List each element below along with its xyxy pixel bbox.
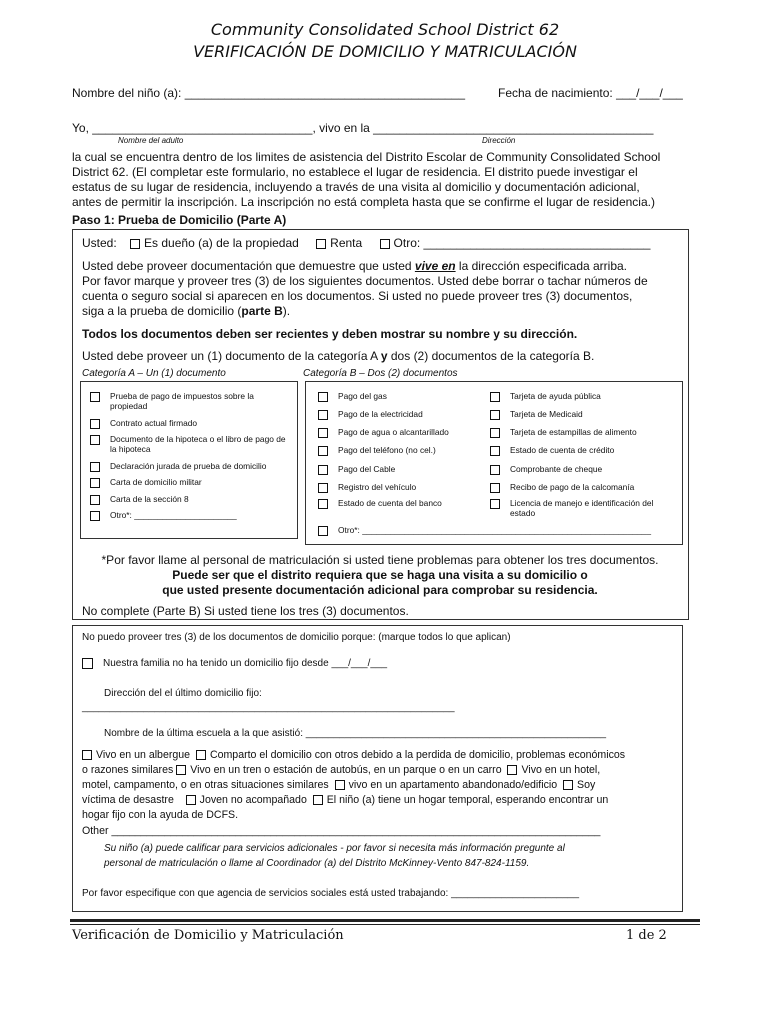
instr-text: cuenta o seguro social si aparecen en los documentos. Si usted no puede proveer tres (3) documentos, bbox=[82, 289, 633, 303]
form-title: VERIFICACIÓN DE DOMICILIO Y MATRICULACIÓN bbox=[193, 42, 577, 61]
cat-b-label: Tarjeta de estampillas de alimento bbox=[510, 427, 637, 437]
cat-b-checkbox[interactable] bbox=[318, 526, 328, 536]
footer-rule-thick bbox=[70, 919, 700, 922]
cat-b-item bbox=[318, 482, 416, 493]
child-name-field[interactable]: Nombre del niño (a): __________________________________________ bbox=[72, 86, 466, 100]
other-tenure-checkbox[interactable] bbox=[380, 239, 390, 249]
owner-checkbox[interactable] bbox=[130, 239, 140, 249]
option-label: Vivo en un hotel, bbox=[521, 764, 601, 776]
step1-heading: Paso 1: Prueba de Domicilio (Parte A) bbox=[72, 213, 287, 227]
cat-b-checkbox[interactable] bbox=[490, 446, 500, 456]
cat-a-item bbox=[90, 391, 290, 411]
req-text: Usted debe proveer un (1) documento de la categoría A bbox=[82, 349, 381, 363]
option-label: o razones similares bbox=[82, 764, 174, 776]
option-label: Soy bbox=[577, 779, 596, 791]
cat-b-checkbox[interactable] bbox=[318, 410, 328, 420]
skip-part-b-note: No complete (Parte B) Si usted tiene los tres (3) documentos. bbox=[82, 604, 409, 618]
no-fixed-home-checkbox[interactable] bbox=[82, 658, 93, 669]
rent-label: Renta bbox=[330, 236, 363, 250]
category-b-label: Categoría B – Dos (2) documentos bbox=[303, 368, 458, 379]
district-title: Community Consolidated School District 62 bbox=[210, 20, 560, 39]
cat-b-checkbox[interactable] bbox=[490, 465, 500, 475]
cat-a-item bbox=[90, 461, 266, 472]
cat-b-label: Pago del gas bbox=[338, 391, 387, 401]
instr-text: Por favor marque y proveer tres (3) de los siguientes documentos. Usted debe borrar o tachar números de bbox=[82, 274, 648, 288]
option-label: hogar fijo con la ayuda de DCFS. bbox=[82, 809, 239, 821]
intro-line: la cual se encuentra dentro de los limites de asistencia del Distrito Escolar de Community Consolidated School bbox=[72, 150, 661, 164]
cat-b-item bbox=[490, 391, 601, 402]
cat-b-checkbox[interactable] bbox=[490, 499, 500, 509]
cat-b-checkbox[interactable] bbox=[490, 410, 500, 420]
cat-a-checkbox[interactable] bbox=[90, 419, 100, 429]
no-fixed-home-date[interactable]: Nuestra familia no ha tenido un domicilio fijo desde ___/___/___ bbox=[103, 658, 388, 670]
category-a-label: Categoría A – Un (1) documento bbox=[82, 368, 226, 379]
temporary-home-checkbox[interactable] bbox=[313, 795, 323, 805]
cat-a-label: Documento de la hipoteca o el libro de pago de la hipoteca bbox=[110, 434, 286, 454]
category-requirement bbox=[82, 349, 594, 363]
cat-b-checkbox[interactable] bbox=[318, 428, 328, 438]
option-label: vivo en un apartamento abandonado/edificio bbox=[348, 779, 558, 791]
cat-a-label: Carta de domicilio militar bbox=[110, 477, 202, 487]
other-situation-field[interactable]: Other ___________________________________________________________________________________ bbox=[82, 825, 601, 837]
option-label: Joven no acompañado bbox=[199, 794, 307, 806]
intro-line: antes de permitir la inscripción. La inscripción no está completa hasta que se confirme el lugar de residencia.) bbox=[72, 195, 655, 209]
cat-a-label: Declaración jurada de prueba de domicilio bbox=[110, 461, 267, 471]
cat-b-item bbox=[490, 409, 583, 420]
cat-a-item bbox=[90, 434, 290, 454]
last-address-field[interactable]: ___________________________________________________________________ bbox=[82, 702, 455, 713]
intro-line: estatus de su lugar de residencia, incluyendo a través de una visita al domicilio y documentación adicional, bbox=[72, 180, 640, 194]
adult-address-field[interactable]: Yo, _________________________________, vivo en la __________________________________________ bbox=[72, 121, 654, 135]
owner-label: Es dueño (a) de la propiedad bbox=[144, 236, 299, 250]
cat-b-label: Pago de agua o alcantarillado bbox=[338, 427, 449, 437]
cat-a-checkbox[interactable] bbox=[90, 495, 100, 505]
instr-text: la dirección especificada arriba. bbox=[455, 259, 628, 273]
cat-b-checkbox[interactable] bbox=[318, 446, 328, 456]
hotel-checkbox[interactable] bbox=[507, 765, 517, 775]
option-label: víctima de desastre bbox=[82, 794, 174, 806]
footer-rule-thin bbox=[70, 924, 700, 925]
instr-text: ). bbox=[282, 304, 291, 318]
agency-field[interactable]: Por favor especifique con que agencia de servicios sociales está usted trabajando: _______________________ bbox=[82, 888, 580, 899]
recent-docs-note: Todos los documentos deben ser recientes y deben mostrar su nombre y su dirección. bbox=[82, 327, 578, 341]
cat-a-item bbox=[90, 494, 189, 505]
cat-b-label: Tarjeta de Medicaid bbox=[510, 409, 583, 419]
cat-b-item bbox=[318, 498, 442, 509]
cat-a-item bbox=[90, 418, 197, 429]
cat-b-item bbox=[318, 427, 449, 438]
note-line: personal de matriculación o llame al Coordinador (a) del Distrito McKinney-Vento 847-824-1159. bbox=[104, 858, 530, 869]
cat-a-item bbox=[90, 477, 202, 488]
cat-a-checkbox[interactable] bbox=[90, 462, 100, 472]
mckinney-vento-note bbox=[104, 841, 565, 871]
cat-b-item bbox=[490, 445, 614, 456]
cat-a-checkbox[interactable] bbox=[90, 511, 100, 521]
disaster-victim-checkbox[interactable] bbox=[563, 780, 573, 790]
cat-a-label: Carta de la sección 8 bbox=[110, 494, 189, 504]
cat-b-label: Recibo de pago de la calcomanía bbox=[510, 482, 635, 492]
parte-b-emphasis: parte B bbox=[241, 304, 283, 318]
cat-a-label: Contrato actual firmado bbox=[110, 418, 198, 428]
rent-checkbox[interactable] bbox=[316, 239, 326, 249]
instr-text: siga a la prueba de domicilio ( bbox=[82, 304, 242, 318]
dob-field[interactable]: Fecha de nacimiento: ___/___/___ bbox=[498, 86, 683, 100]
unaccompanied-youth-checkbox[interactable] bbox=[186, 795, 196, 805]
cat-b-checkbox[interactable] bbox=[490, 392, 500, 402]
cat-b-label: Registro del vehículo bbox=[338, 482, 417, 492]
usted-label: Usted: bbox=[82, 236, 117, 250]
cat-b-item bbox=[490, 464, 602, 475]
cat-b-label: Licencia de manejo e identificación del estado bbox=[510, 498, 654, 518]
abandoned-building-checkbox[interactable] bbox=[335, 780, 345, 790]
cat-b-checkbox[interactable] bbox=[490, 428, 500, 438]
cat-a-checkbox[interactable] bbox=[90, 478, 100, 488]
cat-b-item bbox=[490, 498, 675, 518]
shelter-checkbox[interactable] bbox=[82, 750, 92, 760]
vive-en-emphasis: vive en bbox=[414, 259, 456, 273]
housing-situation-options bbox=[82, 748, 678, 823]
cat-b-checkbox[interactable] bbox=[490, 483, 500, 493]
intro-paragraph bbox=[72, 150, 712, 210]
tenure-row bbox=[82, 236, 650, 250]
cat-b-item bbox=[490, 427, 637, 438]
cat-b-label: Comprobante de cheque bbox=[510, 464, 603, 474]
address-caption: Dirección bbox=[482, 136, 516, 145]
intro-line: District 62. (El completar este formulario, no establece el lugar de residencia. El distrito puede investigar el bbox=[72, 165, 638, 179]
cat-b-label: Tarjeta de ayuda pública bbox=[510, 391, 601, 401]
category-b-box bbox=[305, 381, 683, 545]
cat-b-item bbox=[318, 464, 395, 475]
option-label: Comparto el domicilio con otros debido a la perdida de domicilio, problemas económicos bbox=[209, 749, 626, 761]
cat-b-item bbox=[318, 409, 423, 420]
cat-b-item bbox=[318, 525, 651, 536]
notice-bold-line: que usted presente documentación adicional para comprobar su residencia. bbox=[162, 583, 598, 597]
page-number: 1 de 2 bbox=[626, 928, 667, 943]
notice-bold-line: Puede ser que el distrito requiera que se haga una visita a su domicilio o bbox=[172, 568, 588, 582]
no-fixed-home-row bbox=[82, 658, 387, 669]
cat-b-checkbox[interactable] bbox=[318, 499, 328, 509]
last-address-label: Dirección del el último domicilio fijo: bbox=[104, 688, 262, 699]
option-label: Vivo en un albergue bbox=[96, 749, 191, 761]
note-line: Su niño (a) puede calificar para servicios adicionales - por favor si necesita más información pregunte al bbox=[104, 843, 565, 854]
footer-title: Verificación de Domicilio y Matriculación bbox=[72, 928, 344, 943]
last-school-field[interactable]: Nombre de la última escuela a la que asistió: ______________________________________________________ bbox=[104, 728, 607, 739]
cat-a-checkbox[interactable] bbox=[90, 435, 100, 445]
cat-b-item bbox=[318, 391, 387, 402]
cat-b-item bbox=[490, 482, 634, 493]
shared-housing-checkbox[interactable] bbox=[196, 750, 206, 760]
cat-b-label: Pago del Cable bbox=[338, 464, 396, 474]
cat-b-other-field[interactable]: Otro*: ______________________________________________________________ bbox=[338, 525, 651, 535]
req-and: y bbox=[380, 349, 388, 363]
cat-b-checkbox[interactable] bbox=[318, 465, 328, 475]
adult-name-caption: Nombre del adulto bbox=[118, 136, 184, 145]
option-label: El niño (a) tiene un hogar temporal, esperando encontrar un bbox=[326, 794, 609, 806]
cat-b-item bbox=[318, 445, 436, 456]
option-label: Vivo en un tren o estación de autobús, en un parque o en un carro bbox=[190, 764, 502, 776]
part-a-instructions bbox=[82, 259, 682, 319]
cat-b-label: Estado de cuenta del banco bbox=[338, 498, 442, 508]
cat-b-checkbox[interactable] bbox=[318, 483, 328, 493]
instr-text: Usted debe proveer documentación que demuestre que usted bbox=[82, 259, 415, 273]
option-label: motel, campamento, o en otras situaciones similares bbox=[82, 779, 329, 791]
req-text: dos (2) documentos de la categoría B. bbox=[387, 349, 595, 363]
cat-a-other-field: Otro*: ______________________ bbox=[110, 510, 237, 520]
cat-b-label: Estado de cuenta de crédito bbox=[510, 445, 615, 455]
public-place-checkbox[interactable] bbox=[176, 765, 186, 775]
cat-b-label: Pago del teléfono (no cel.) bbox=[338, 445, 436, 455]
cat-a-item bbox=[90, 510, 237, 521]
part-b-intro: No puedo proveer tres (3) de los documentos de domicilio porque: (marque todos lo que aplican) bbox=[82, 632, 511, 643]
cat-a-checkbox[interactable] bbox=[90, 392, 100, 402]
cat-a-label: Prueba de pago de impuestos sobre la propiedad bbox=[110, 391, 254, 411]
other-tenure-field[interactable]: Otro: __________________________________ bbox=[393, 236, 651, 250]
cat-b-label: Pago de la electricidad bbox=[338, 409, 423, 419]
notice-line: *Por favor llame al personal de matriculación si usted tiene problemas para obtener los tres documentos. bbox=[101, 553, 659, 567]
cat-b-checkbox[interactable] bbox=[318, 392, 328, 402]
